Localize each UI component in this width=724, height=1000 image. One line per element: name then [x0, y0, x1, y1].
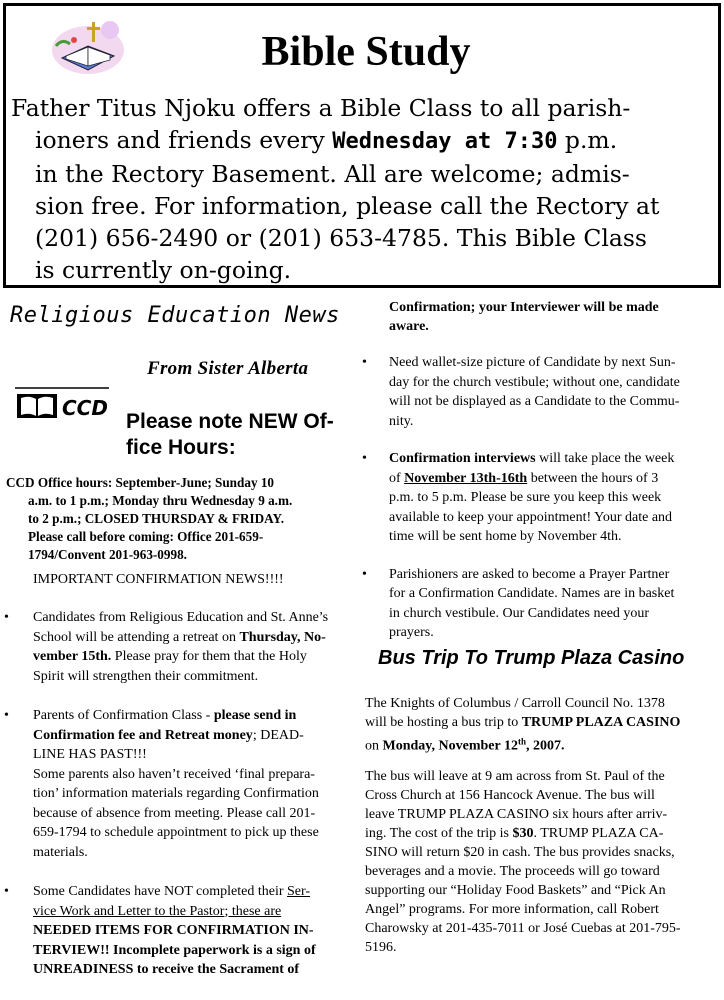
- confirmation-continued: Confirmation; your Interviewer will be made aware.: [389, 300, 659, 334]
- confirmation-notes-list: [362, 353, 722, 661]
- bible-study-text: [11, 92, 711, 286]
- confirmation-news-heading: IMPORTANT CONFIRMATION NEWS!!!!: [33, 572, 284, 587]
- confirmation-news-list: [4, 608, 359, 1000]
- list-item: • Some Candidates have NOT completed their Ser- vice Work and Letter to the Pastor; these are NEEDED ITEMS FOR CONFIRMATION IN- TERVIEW!! Incomplete paperwork is a sign of UNREADINESS to receive the Sacrament of: [4, 882, 359, 980]
- ccd-logo-text: CCD: [62, 396, 108, 420]
- bible-study-title: Bible Study: [261, 29, 471, 75]
- office-hours-note: Please note NEW Of- fice Hours:: [126, 410, 334, 459]
- list-item: • Parents of Confirmation Class - please send in Confirmation fee and Retreat money; DEAD- LINE HAS PAST!!! Some parents also haven’t received ‘final prepara- tion’ information materials regarding Confirmation because of absence from meeting. Please call 201- 659-1794 to schedule appointment to pick up these materials.: [4, 706, 359, 862]
- list-item: • Candidates from Religious Education and St. Anne’s School will be attending a retreat on Thursday, No- vember 15th. Please pray for them that the Holy Spirit will strengthen their commitment.: [4, 608, 359, 686]
- list-item: • Parishioners are asked to become a Prayer Partner for a Confirmation Candidate. Names are in basket in church vestibule. Our Candidates need your prayers.: [362, 565, 722, 643]
- ccd-office-hours: CCD Office hours: September-June; Sunday 10 a.m. to 1 p.m.; Monday thru Wednesday 9 a.m. to 2 p.m.; CLOSED THURSDAY & FRIDAY. Please call before coming: Office 201-659- 1794/Convent 201-963-0998.: [6, 475, 293, 562]
- list-item: • Need wallet-size picture of Candidate by next Sun- day for the church vestibule; without one, candidate will not be displayed as a Candidate to the Commu- nity.: [362, 353, 722, 431]
- intro-line: sion free. For information, please call the Rectory at: [35, 192, 660, 220]
- intro-line: Father Titus Njoku offers a Bible Class to all parish-: [11, 94, 631, 122]
- intro-line: is currently on-going.: [35, 256, 292, 284]
- intro-line: (201) 656-2490 or (201) 653-4785. This Bible Class: [35, 224, 647, 252]
- bus-trip-intro: The Knights of Columbus / Carroll Council No. 1378 will be hosting a bus trip to TRUMP PLAZA CASINO on Monday, November 12th, 2007.: [365, 696, 681, 754]
- ccd-logo-icon: [15, 386, 109, 420]
- intro-line: in the Rectory Basement. All are welcome; admis-: [35, 160, 630, 188]
- bible-study-box: [3, 3, 721, 288]
- list-item: • Confirmation interviews will take place the week of November 13th-16th between the hours of 3 p.m. to 5 p.m. Please be sure you keep this week available to keep your appointment! Your date and time will be sent home by November 4th.: [362, 449, 722, 547]
- bus-trip-details: The bus will leave at 9 am across from St. Paul of the Cross Church at 156 Hancock Avenue. The bus will leave TRUMP PLAZA CASINO six hours after arriv- ing. The cost of the trip is $30. TRUMP PLAZA CA- SINO will return $20 in cash. The bus provides snacks, beverages and a movie. The proceeds will go toward supporting our “Holiday Food Baskets” and “Pick An Angel” programs. For more information, call Robert Charowsky at 201-435-7011 or José Cuebas at 201-795- 5196.: [365, 769, 681, 955]
- religious-education-title: Religious Education News: [10, 303, 340, 328]
- intro-line: ioners and friends every Wednesday at 7:30 p.m.: [35, 126, 618, 154]
- from-sister-heading: From Sister Alberta: [147, 358, 309, 379]
- bus-trip-title: Bus Trip To Trump Plaza Casino: [378, 647, 685, 669]
